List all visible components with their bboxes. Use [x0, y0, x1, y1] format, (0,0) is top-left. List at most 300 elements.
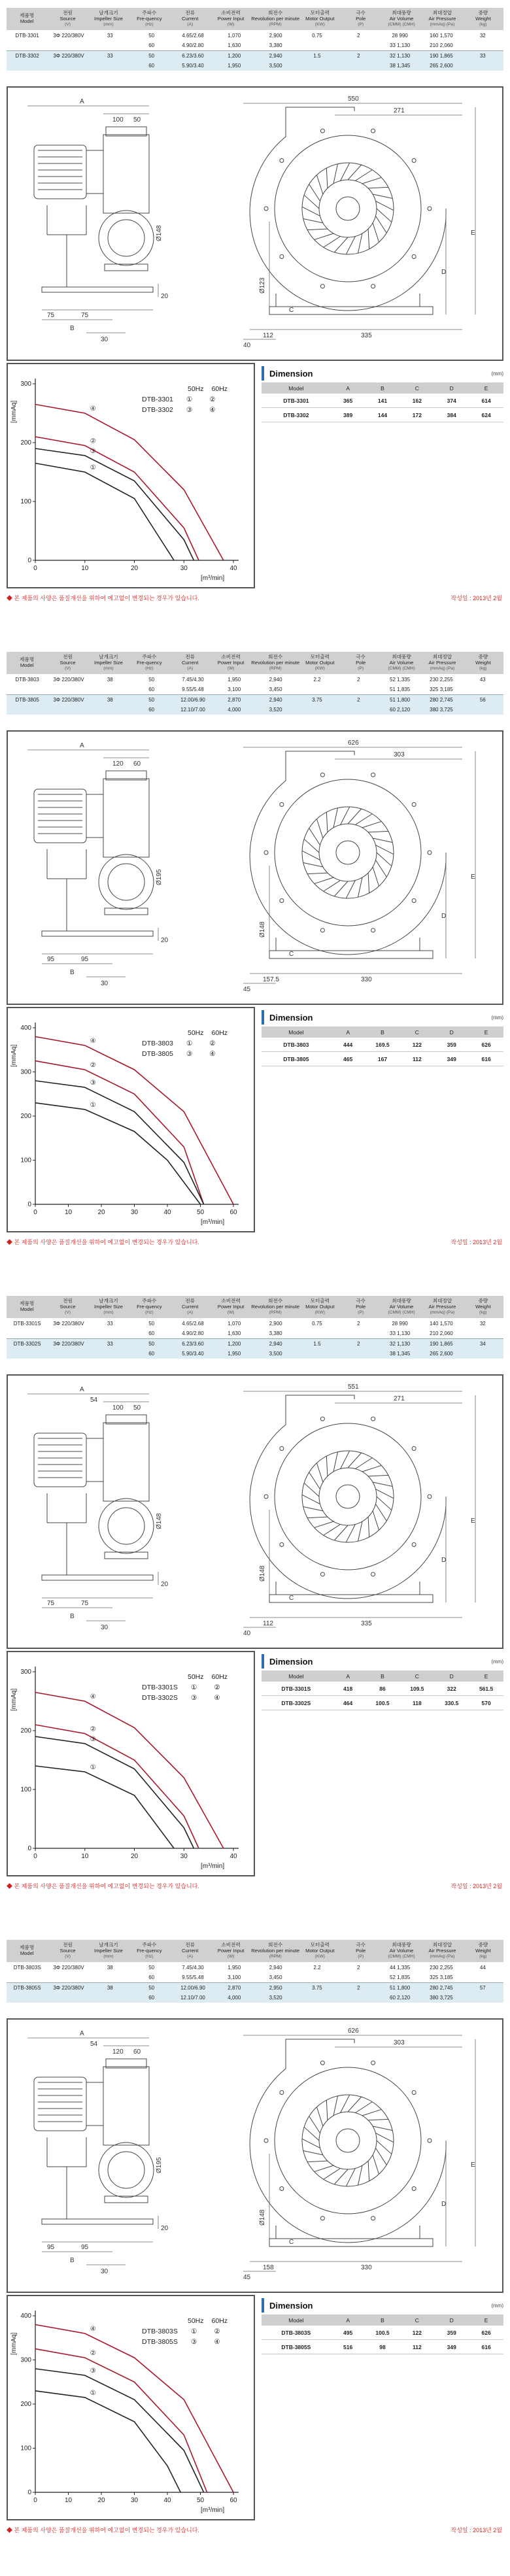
- front-dim-value: 100: [112, 1404, 124, 1412]
- front-diameter-label: Ø195: [156, 869, 163, 885]
- dimension-cell: 98: [379, 2343, 386, 2350]
- dimension-cell: DTB-3805S: [281, 2343, 311, 2350]
- pa-value: 2,060: [439, 1330, 453, 1336]
- spec-cell: 50: [148, 1985, 155, 1991]
- pa-value: 3,185: [439, 686, 453, 692]
- product-section: [0, 1932, 510, 2576]
- dimension-cell: 122: [412, 2329, 422, 2336]
- dimension-header-cell: E: [484, 2316, 488, 2324]
- spec-cell: 5.90/3.40: [182, 63, 204, 69]
- dimension-cell: 100.5: [375, 1699, 390, 1706]
- dimension-cell: 359: [447, 1041, 456, 1048]
- x-tick-label: 10: [64, 2497, 73, 2504]
- spec-row: [7, 685, 503, 694]
- blower-drawing-svg: [8, 88, 502, 360]
- x-tick-label: 0: [33, 2497, 37, 2504]
- legend-60hz: 60Hz: [211, 385, 228, 393]
- header-ko: 최대풍량: [392, 1942, 411, 1948]
- dimension-cell: 322: [447, 1685, 456, 1692]
- dimension-unit: (mm): [491, 2302, 503, 2309]
- spec-cell: 3Φ 220/380V: [53, 1341, 84, 1347]
- x-tick-label: 20: [97, 1209, 105, 1216]
- spec-cell: 50: [148, 697, 155, 703]
- dimension-cell: 169.5: [375, 1041, 390, 1048]
- dimension-cell: DTB-3301S: [281, 1685, 311, 1692]
- header-ko: 주파수: [142, 10, 157, 16]
- spec-row: [7, 675, 503, 685]
- cmm-value: 38: [390, 1351, 396, 1357]
- header-ko: 주파수: [142, 654, 157, 660]
- x-tick-label: 40: [163, 1209, 171, 1216]
- performance-chart: [7, 363, 255, 588]
- dimension-header-cell: A: [346, 384, 350, 392]
- air-volume-cell: [379, 1965, 420, 1971]
- cmm-value: 38: [390, 63, 396, 69]
- header-ko: 전원: [63, 10, 73, 16]
- spec-cell: DTB-3302: [15, 53, 39, 59]
- dim-d-label: D: [441, 2201, 447, 2208]
- spec-cell: 33: [107, 53, 113, 59]
- series-line: [35, 437, 199, 560]
- legend-model: DTB-3805S: [142, 2338, 178, 2346]
- spec-header-cell: [170, 8, 211, 30]
- dimension-header-cell: B: [381, 2316, 384, 2324]
- header-ko: 날개크기: [99, 654, 118, 660]
- spec-cell: 3,520: [269, 707, 282, 713]
- dimension-header-cell: B: [381, 1028, 384, 1036]
- dimension-title-text: Dimension: [269, 368, 313, 379]
- air-pressure-cell: [420, 33, 462, 39]
- header-en: Pole: [356, 1948, 366, 1954]
- header-en: Air Pressure: [428, 16, 456, 22]
- header-unit: (Hz): [145, 22, 154, 27]
- weight-cell: 56: [479, 697, 486, 703]
- header-en: Impeller Size: [94, 1304, 123, 1310]
- cmm-value: 52: [390, 1974, 396, 1980]
- legend-60hz-curve: ②: [209, 396, 216, 403]
- front-dim-value: 30: [101, 1624, 109, 1631]
- series-line: [35, 2369, 204, 2492]
- air-pressure-cell: [420, 686, 462, 692]
- x-tick-label: 60: [230, 2497, 237, 2504]
- spec-cell: 3,450: [269, 686, 282, 692]
- legend-row: [142, 1049, 228, 1059]
- legend-50hz-curve: ①: [190, 2328, 197, 2335]
- cmm-value: 28: [392, 1321, 398, 1327]
- air-volume-cell: [379, 1341, 420, 1347]
- flange-diameter-label: Ø148: [259, 1565, 266, 1582]
- pa-value: 2,255: [439, 1965, 453, 1971]
- weight-cell: 34: [479, 1341, 486, 1347]
- spec-cell: 3,380: [269, 1330, 282, 1336]
- spec-header-cell: [88, 1296, 129, 1318]
- y-tick-label: 0: [27, 557, 31, 564]
- header-en: Current: [182, 1948, 199, 1954]
- spec-header-cell: [341, 1296, 381, 1318]
- header-unit: (mm): [103, 1310, 114, 1315]
- mmaq-value: 140: [430, 1321, 439, 1327]
- spec-cell: 1,200: [228, 53, 241, 59]
- header-ko: 극수: [356, 1942, 366, 1948]
- front-diameter-label: Ø148: [156, 1513, 163, 1529]
- spec-cell: 50: [148, 1965, 155, 1971]
- dimension-cell: DTB-3805: [283, 1055, 309, 1062]
- spec-change-note: ◆ 본 제품의 사양은 품질개선을 위하여 예고없이 변경되는 경우가 있습니다.: [7, 1883, 199, 1890]
- spec-row: [7, 51, 503, 61]
- header-en: Current: [182, 1304, 199, 1310]
- dimension-header: [262, 1670, 503, 1682]
- front-dim-value: 95: [81, 2244, 89, 2251]
- spec-cell: 60: [148, 1974, 155, 1980]
- cmh-value: 1,335: [397, 677, 411, 683]
- header-ko: 극수: [356, 1298, 366, 1304]
- side-dim-value: 271: [394, 107, 405, 114]
- spec-cell: 0.75: [312, 33, 322, 39]
- spec-cell: 12.10/7.00: [180, 707, 205, 713]
- spec-header-cell: [88, 1940, 129, 1962]
- header-en: Air Volume: [389, 1304, 414, 1310]
- pa-value: 2,600: [439, 1351, 453, 1357]
- cmh-value: 1,130: [397, 53, 411, 59]
- written-date: 작성일 : 2013년 2월: [450, 2527, 502, 2534]
- dimension-cell: 100.5: [375, 2329, 390, 2336]
- header-ko: 제품명: [20, 12, 35, 19]
- header-ko: 중량: [478, 1298, 488, 1304]
- front-dim-value: 54: [90, 2041, 98, 2048]
- header-ko: 소비전력: [221, 1942, 241, 1948]
- x-tick-label: 50: [196, 2497, 205, 2504]
- header-en: Source: [60, 16, 76, 22]
- front-dim-value: 30: [101, 336, 109, 343]
- header-en: Pole: [356, 1304, 366, 1310]
- side-dim-value: 45: [243, 986, 251, 993]
- header-en: Air Volume: [389, 16, 414, 22]
- front-dim-value: 50: [133, 116, 141, 124]
- pa-value: 2,600: [439, 63, 453, 69]
- x-tick-label: 20: [130, 1853, 139, 1860]
- header-unit: (V): [65, 1310, 71, 1315]
- cmm-value: 32: [390, 1341, 396, 1347]
- legend-50hz-curve: ③: [186, 1050, 193, 1058]
- header-ko: 최대풍량: [392, 10, 411, 16]
- header-ko: 회전수: [268, 10, 283, 16]
- spec-cell: 1,070: [228, 1321, 241, 1327]
- series-line: [35, 1766, 174, 1848]
- dimension-header-cell: E: [484, 1672, 488, 1680]
- spec-header-cell: [129, 652, 169, 674]
- header-unit: (kg): [479, 666, 487, 671]
- x-tick-label: 30: [180, 565, 188, 572]
- legend-row: [142, 1693, 228, 1703]
- spec-table-header: [7, 1296, 503, 1318]
- dimension-header-cell: B: [381, 1672, 384, 1680]
- legend-50hz-curve: ③: [190, 2338, 197, 2346]
- mmaq-value: 230: [430, 1965, 439, 1971]
- series-marker: ③: [90, 1079, 96, 1087]
- dim-c-label: C: [289, 307, 294, 314]
- air-volume-cell: [379, 677, 420, 683]
- spec-header-cell: [211, 1296, 251, 1318]
- spec-cell: 2: [357, 1341, 360, 1347]
- dimension-unit: (mm): [491, 1014, 503, 1021]
- header-en: Weight: [475, 16, 491, 22]
- x-tick-label: 0: [33, 565, 37, 572]
- spec-cell: 2.2: [313, 677, 321, 683]
- spec-cell: 2,940: [269, 697, 282, 703]
- spec-row: [7, 1319, 503, 1329]
- blower-drawing-svg: [8, 732, 502, 1004]
- side-dim-value: 551: [348, 1383, 359, 1391]
- spec-cell: 3,100: [228, 686, 241, 692]
- spec-cell: 2.2: [313, 1965, 321, 1971]
- legend-50hz-curve: ①: [190, 1684, 197, 1691]
- header-ko: 주파수: [142, 1942, 157, 1948]
- header-unit: (Hz): [145, 666, 154, 671]
- header-unit: (RPM): [269, 1310, 282, 1315]
- legend-hz-row: [142, 2316, 228, 2326]
- cmh-value: 990: [399, 1321, 408, 1327]
- header-en: Air Volume: [389, 1948, 414, 1954]
- y-tick-label: 400: [20, 2313, 31, 2320]
- spec-cell: 2: [357, 33, 360, 39]
- flange-diameter-label: Ø148: [259, 921, 266, 938]
- header-unit: (mmAq) (Pa): [430, 1954, 455, 1959]
- x-tick-label: 0: [33, 1853, 37, 1860]
- header-en: Revolution per minute: [251, 16, 300, 22]
- series-marker: ②: [90, 1062, 96, 1070]
- dimension-cell: 614: [481, 397, 491, 404]
- dimension-cell: 626: [481, 2329, 491, 2336]
- spec-cell: 1,630: [228, 42, 241, 48]
- front-dim-value: 100: [112, 116, 124, 124]
- dimension-unit: (mm): [491, 1658, 503, 1665]
- spec-header-cell: [251, 652, 299, 674]
- dimension-cell: 172: [412, 411, 422, 418]
- spec-change-note: ◆ 본 제품의 사양은 품질개선을 위하여 예고없이 변경되는 경우가 있습니다.: [7, 1239, 199, 1246]
- front-dim-value: 75: [47, 1600, 55, 1607]
- spec-header-cell: [47, 1296, 88, 1318]
- mmaq-value: 380: [430, 1995, 439, 2001]
- spec-cell: 3,450: [269, 1974, 282, 1980]
- spec-cell: 60: [148, 1330, 155, 1336]
- dimension-header-cell: Model: [288, 1672, 304, 1680]
- spec-cell: 33: [107, 1321, 113, 1327]
- cmm-value: 44: [390, 1965, 396, 1971]
- dimension-table: [262, 1010, 503, 1066]
- dimension-header-cell: Model: [288, 1028, 304, 1036]
- dimension-cell: 167: [377, 1055, 388, 1062]
- y-tick-label: 100: [20, 498, 31, 505]
- header-unit: (RPM): [269, 1954, 282, 1959]
- header-en: Motor Output: [305, 660, 335, 666]
- y-axis-label: [mmAq]: [10, 1044, 18, 1067]
- x-tick-label: 20: [97, 2497, 105, 2504]
- dimension-row: [262, 2326, 503, 2340]
- series-marker: ①: [90, 1101, 96, 1109]
- spec-row: [7, 695, 503, 705]
- x-axis-label: [m³/min]: [201, 2507, 225, 2514]
- dimension-title: [262, 2298, 503, 2313]
- header-ko: 소비전력: [221, 1298, 241, 1304]
- spec-cell: 3Φ 220/380V: [53, 1321, 84, 1327]
- dimension-cell: 465: [343, 1055, 353, 1062]
- spec-change-note: ◆ 본 제품의 사양은 품질개선을 위하여 예고없이 변경되는 경우가 있습니다.: [7, 595, 199, 602]
- spec-cell: 2,900: [269, 33, 282, 39]
- header-unit: (KW): [314, 1954, 325, 1959]
- air-volume-cell: [379, 707, 420, 713]
- mmaq-value: 190: [430, 1341, 439, 1347]
- header-unit: (P): [358, 1954, 364, 1959]
- dimension-table: [262, 366, 503, 422]
- dimension-cell: 624: [481, 411, 491, 418]
- cmh-value: 1,335: [397, 1965, 411, 1971]
- header-unit: (kg): [479, 1954, 487, 1959]
- dimension-title: [262, 366, 503, 381]
- side-dim-value: 626: [348, 739, 359, 747]
- spec-header-cell: [341, 652, 381, 674]
- weight-cell: 32: [479, 1321, 486, 1327]
- mmaq-value: 265: [430, 63, 439, 69]
- header-en: Fre-quency: [137, 1304, 162, 1310]
- air-volume-cell: [379, 686, 420, 692]
- dimension-cell: 330.5: [445, 1699, 459, 1706]
- pa-value: 1,865: [439, 53, 453, 59]
- y-tick-label: 200: [20, 2401, 31, 2408]
- spec-cell: 2,940: [269, 1965, 282, 1971]
- front-diameter-label: Ø148: [156, 225, 163, 241]
- spec-header-cell: [88, 8, 129, 30]
- header-unit: (V): [65, 666, 71, 671]
- y-tick-label: 300: [20, 1669, 31, 1676]
- legend-50hz-curve: ③: [186, 406, 193, 414]
- header-en: Motor Output: [305, 1948, 335, 1954]
- header-ko: 전원: [63, 654, 73, 660]
- spec-header-cell: [129, 8, 169, 30]
- header-unit: (CMM) (CMH): [388, 1954, 415, 1959]
- legend-60hz-curve: ④: [214, 2338, 220, 2346]
- cmm-value: 52: [390, 677, 396, 683]
- chart-legend: [142, 1672, 228, 1703]
- spec-row: [7, 1963, 503, 1973]
- header-unit: (A): [187, 22, 194, 27]
- dimension-cell: 561.5: [479, 1685, 494, 1692]
- y-tick-label: 200: [20, 439, 31, 447]
- dim-b-label: B: [70, 1613, 75, 1620]
- header-ko: 모터출력: [310, 654, 330, 660]
- spec-header-cell: [381, 1296, 422, 1318]
- header-ko: 날개크기: [99, 1298, 118, 1304]
- dimension-cell: DTB-3803: [283, 1041, 309, 1048]
- side-dim-value: 303: [394, 2039, 405, 2046]
- dimension-title: [262, 1654, 503, 1669]
- header-en: Pole: [356, 660, 366, 666]
- spec-cell: 50: [148, 1321, 155, 1327]
- spec-header-cell: [47, 1940, 88, 1962]
- mmaq-value: 160: [430, 33, 439, 39]
- header-unit: (RPM): [269, 22, 282, 27]
- header-unit: (W): [227, 666, 235, 671]
- header-ko: 소비전력: [221, 654, 241, 660]
- series-line: [35, 464, 174, 561]
- front-dim-value: 60: [133, 2048, 141, 2056]
- spec-cell: 50: [148, 1341, 155, 1347]
- cmm-value: 51: [390, 686, 396, 692]
- spec-cell: 4.90/2.80: [182, 42, 204, 48]
- front-dim-value: 75: [81, 312, 89, 319]
- header-en: Model: [20, 1950, 34, 1956]
- spec-cell: 1,200: [228, 1341, 241, 1347]
- cmm-value: 60: [390, 1995, 396, 2001]
- air-volume-cell: [379, 1330, 420, 1336]
- spec-cell: 2: [357, 53, 360, 59]
- spec-header-cell: [422, 652, 462, 674]
- side-dim-value: 271: [394, 1395, 405, 1402]
- header-ko: 모터출력: [310, 1298, 330, 1304]
- cmh-value: 1,130: [397, 1341, 411, 1347]
- dimension-cell: 495: [343, 2329, 353, 2336]
- legend-hz-row: [142, 1028, 228, 1038]
- spec-header-cell: [170, 652, 211, 674]
- dim-d-label: D: [441, 269, 447, 276]
- dimension-row: [262, 2340, 503, 2354]
- x-tick-label: 10: [81, 1853, 89, 1860]
- side-dim-value: 330: [361, 976, 372, 983]
- header-en: Model: [20, 18, 34, 24]
- dim-e-label: E: [471, 229, 475, 237]
- written-date: 작성일 : 2013년 2월: [450, 1239, 502, 1246]
- weight-cell: 32: [479, 33, 486, 39]
- legend-60hz-curve: ②: [209, 1040, 216, 1047]
- legend-hz-row: [142, 384, 228, 394]
- spec-header-cell: [47, 8, 88, 30]
- spec-cell: 9.55/5.48: [182, 686, 204, 692]
- header-ko: 모터출력: [310, 1942, 330, 1948]
- dimension-cell: 389: [343, 411, 353, 418]
- dimension-header-cell: A: [346, 1672, 350, 1680]
- dim-d-label: D: [441, 1557, 447, 1564]
- legend-50hz: 50Hz: [188, 1029, 204, 1037]
- spec-header-cell: [463, 1940, 503, 1962]
- series-marker: ③: [90, 447, 96, 455]
- spec-cell: 1,630: [228, 1330, 241, 1336]
- series-marker: ③: [90, 2367, 96, 2375]
- spec-header-cell: [299, 8, 340, 30]
- air-pressure-cell: [420, 1341, 462, 1347]
- air-volume-cell: [379, 1321, 420, 1327]
- cmh-value: 1,130: [397, 42, 411, 48]
- header-en: Fre-quency: [137, 16, 162, 22]
- spec-cell: 3,500: [269, 1351, 282, 1357]
- x-tick-label: 50: [196, 1209, 205, 1216]
- dimension-header-cell: B: [381, 384, 384, 392]
- dimension-cell: 162: [412, 397, 422, 404]
- legend-60hz: 60Hz: [211, 1029, 228, 1037]
- header-en: Air Pressure: [428, 660, 456, 666]
- legend-model: DTB-3301: [142, 396, 173, 403]
- side-dim-value: 626: [348, 2027, 359, 2035]
- spec-cell: 38: [107, 677, 113, 683]
- header-ko: 최대정압: [432, 654, 452, 660]
- product-section: [0, 644, 510, 1288]
- series-line: [35, 2325, 233, 2493]
- dimension-cell: DTB-3803S: [281, 2329, 311, 2336]
- cmh-value: 1,835: [397, 686, 411, 692]
- pa-value: 2,255: [439, 677, 453, 683]
- spec-header-cell: [7, 1940, 47, 1962]
- header-en: Source: [60, 660, 76, 666]
- cmh-value: 2,120: [397, 1995, 411, 2001]
- air-volume-cell: [379, 33, 420, 39]
